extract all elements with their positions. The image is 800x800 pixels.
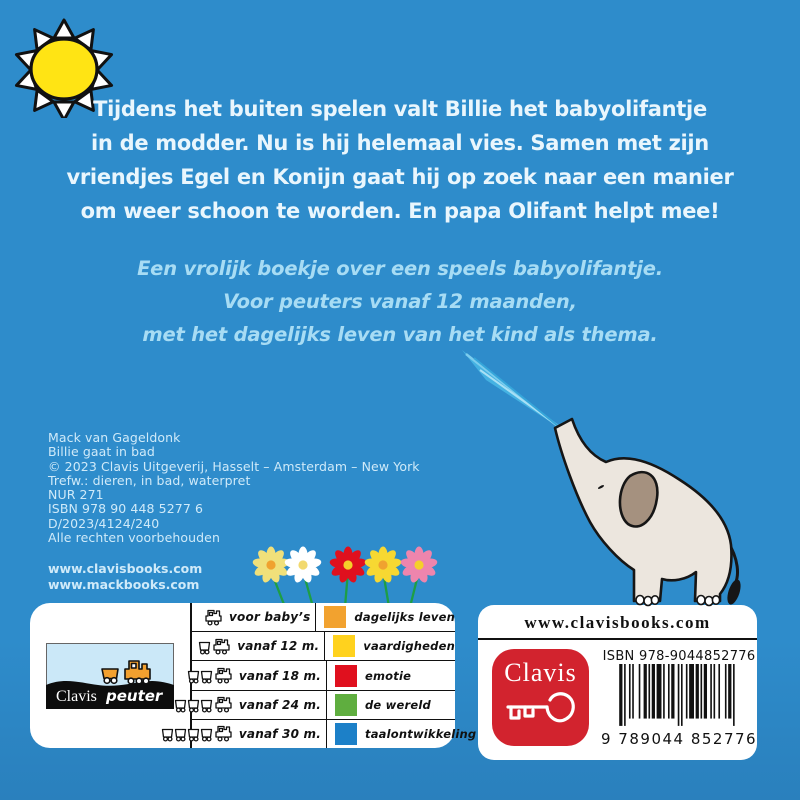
colophon [48, 431, 420, 545]
colophon-rights: Alle rechten voorbehouden [48, 530, 220, 546]
table-row [190, 661, 455, 690]
clavis-logo [492, 649, 589, 746]
train-icon [174, 695, 234, 714]
age-label: vanaf 24 m. [238, 697, 321, 712]
blurb-paragraph [0, 92, 800, 228]
tagline-line: met het dagelijks leven van het kind als thema. [142, 323, 658, 346]
category-swatch [324, 606, 346, 628]
table-row [190, 632, 455, 661]
category-label: de wereld [365, 697, 431, 712]
colophon-author: Mack van Gageldonk [48, 430, 181, 445]
barcode-isbn-label: ISBN 978-9044852776 [602, 649, 756, 664]
table-row [190, 720, 477, 748]
category-label: emotie [365, 668, 412, 683]
age-label: vanaf 12 m. [237, 639, 320, 654]
age-table [190, 603, 477, 748]
train-icon [203, 608, 224, 627]
train-icon [198, 637, 232, 656]
elephant-illustration [440, 340, 770, 612]
peuter-logo-brand-text: Clavis [56, 687, 97, 705]
age-label: vanaf 30 m. [238, 726, 321, 741]
website-links [48, 561, 202, 592]
barcode-bars [613, 664, 745, 728]
clavis-peuter-logo-image [46, 643, 174, 709]
category-swatch [335, 694, 357, 716]
clavis-logo-text: Clavis [504, 658, 577, 687]
age-label: voor baby’s [229, 610, 311, 625]
retail-panel [478, 605, 757, 760]
colophon-keywords: Trefw.: dieren, in bad, waterpret [48, 472, 251, 488]
category-swatch [333, 635, 355, 657]
tagline-line: Een vrolijk boekje over een speels babyolifantje. [137, 257, 663, 280]
website-clavisbooks: www.clavisbooks.com [48, 561, 203, 576]
colophon-nur: NUR 271 [48, 487, 104, 503]
clavisbooks-url: www.clavisbooks.com [478, 605, 757, 640]
water-spray-icon [462, 350, 569, 434]
age-label: vanaf 18 m. [238, 668, 321, 683]
blurb-line: om weer schoon te worden. En papa Olifant helpt mee! [80, 199, 720, 223]
tagline-line: Voor peuters vanaf 12 maanden, [223, 290, 577, 313]
train-icon [161, 724, 234, 743]
flowers-illustration [251, 545, 443, 608]
blurb-line: in de modder. Nu is hij helemaal vies. Samen met zijn [91, 131, 709, 155]
category-swatch [335, 665, 357, 687]
barcode [601, 649, 757, 748]
key-icon [503, 688, 579, 728]
train-icon [187, 666, 234, 685]
colophon-depot: D/2023/4124/240 [48, 515, 160, 531]
table-row [190, 603, 455, 632]
colophon-copyright: © 2023 Clavis Uitgeverij, Hasselt – Amsterdam – New York [48, 458, 420, 474]
colophon-isbn: ISBN 978 90 448 5277 6 [48, 501, 204, 517]
category-label: vaardigheden [363, 639, 455, 654]
age-category-panel [30, 603, 477, 748]
table-row [190, 691, 455, 720]
website-mackbooks: www.mackbooks.com [48, 576, 200, 592]
category-label: taalontwikkeling [365, 726, 477, 741]
blurb-line: vriendjes Egel en Konijn gaat hij op zoek naar een manier [66, 165, 734, 189]
peuter-logo-segment-text: peuter [106, 686, 163, 705]
blurb-line: Tijdens het buiten spelen valt Billie het babyolifantje [93, 97, 707, 121]
tagline-paragraph [0, 252, 800, 351]
category-label: dagelijks leven [354, 610, 455, 625]
category-swatch [335, 723, 357, 745]
colophon-title: Billie gaat in bad [48, 444, 155, 460]
barcode-digits: 9 789044 852776 [601, 730, 758, 748]
